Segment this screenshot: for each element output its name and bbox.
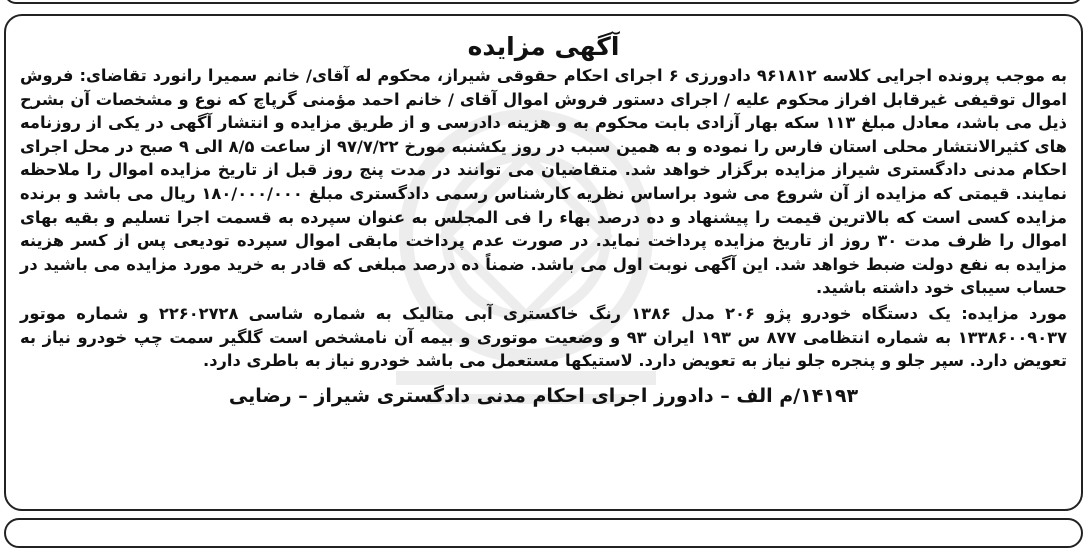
- notice-title: آگهی مزایده: [467, 32, 620, 61]
- auction-item-description: مورد مزایده: یک دستگاه خودرو پژو ۲۰۶ مدل ۱۳۸۶ رنگ خاکستری آبی متالیک به شماره شاسی ۲۲۶۰۲۷۲۸ و شماره موتور ۱۳۳۸۶۰۰۹۰۳۷ به شماره انتظامی ۸۷۷ س ۱۹۳ ایران ۹۳ و وضعیت موتوری و بیمه آن نامشخص است گلگیر سمت چپ خودرو نیاز به تعویض دارد. سپر جلو و پنجره جلو نیاز به تعویض دارد. لاستیکها مستعمل می باشد خودرو نیاز به باطری دارد.: [20, 303, 1068, 371]
- previous-notice-border: [4, 0, 1083, 4]
- next-notice-border: [4, 518, 1083, 548]
- auction-notice: [4, 14, 1083, 511]
- notice-signature: ۱۴۱۹۳/م الف – دادورز اجرای احکام مدنی دادگستری شیراز – رضایی: [228, 384, 859, 407]
- notice-body: به موجب پرونده اجرایی کلاسه ۹۶۱۸۱۲ دادورزی ۶ اجرای احکام حقوقی شیراز، محکوم له آقای/ خانم سمیرا رانورد تقاضای: فروش اموال توقیفی غیرقابل افراز محکوم علیه / اجرای دستور فروش اموال آقای / خانم احمد مؤمنی گرپاچ که نوع و مشخصات آن بشرح ذیل می باشد، معادل مبلغ ۱۱۳ سکه بهار آزادی بابت محکوم به و هزینه دادرسی و از طریق مزایده و انتشار آگهی در یکی از روزنامه های کثیرالانتشار محلی استان فارس را نموده و به همین سبب در روز یکشنبه مورخ ۹۷/۷/۲۲ از ساعت ۸/۵ الی ۹ صبح در محل اجرای احکام مدنی دادگستری شیراز مزایده برگزار خواهد شد. متقاضیان می توانند در مدت پنج روز قبل از تاریخ مزایده اموال را ملاحظه نمایند. قیمتی که مزایده از آن شروع می شود براساس نظریه کارشناس رسمی دادگستری مبلغ ۱۸۰/۰۰۰/۰۰۰ ریال می باشد و برنده مزایده کسی است که بالاترین قیمت را پیشنهاد و ده درصد بهاء را فی المجلس به عنوان سپرده به قسمت اجرا تسلیم و بقیه بهای اموال را ظرف مدت ۳۰ روز از تاریخ مزایده پرداخت نماید. در صورت عدم پرداخت مابقی اموال سپرده تودیعی پس از کسر هزینه مزایده به نفع دولت ضبط خواهد شد. این آگهی نوبت اول می باشد. ضمناً ده درصد مبلغی که قادر به خرید مورد مزایده می باشید در حساب سیبای خود داشته باشید.: [20, 66, 1067, 298]
